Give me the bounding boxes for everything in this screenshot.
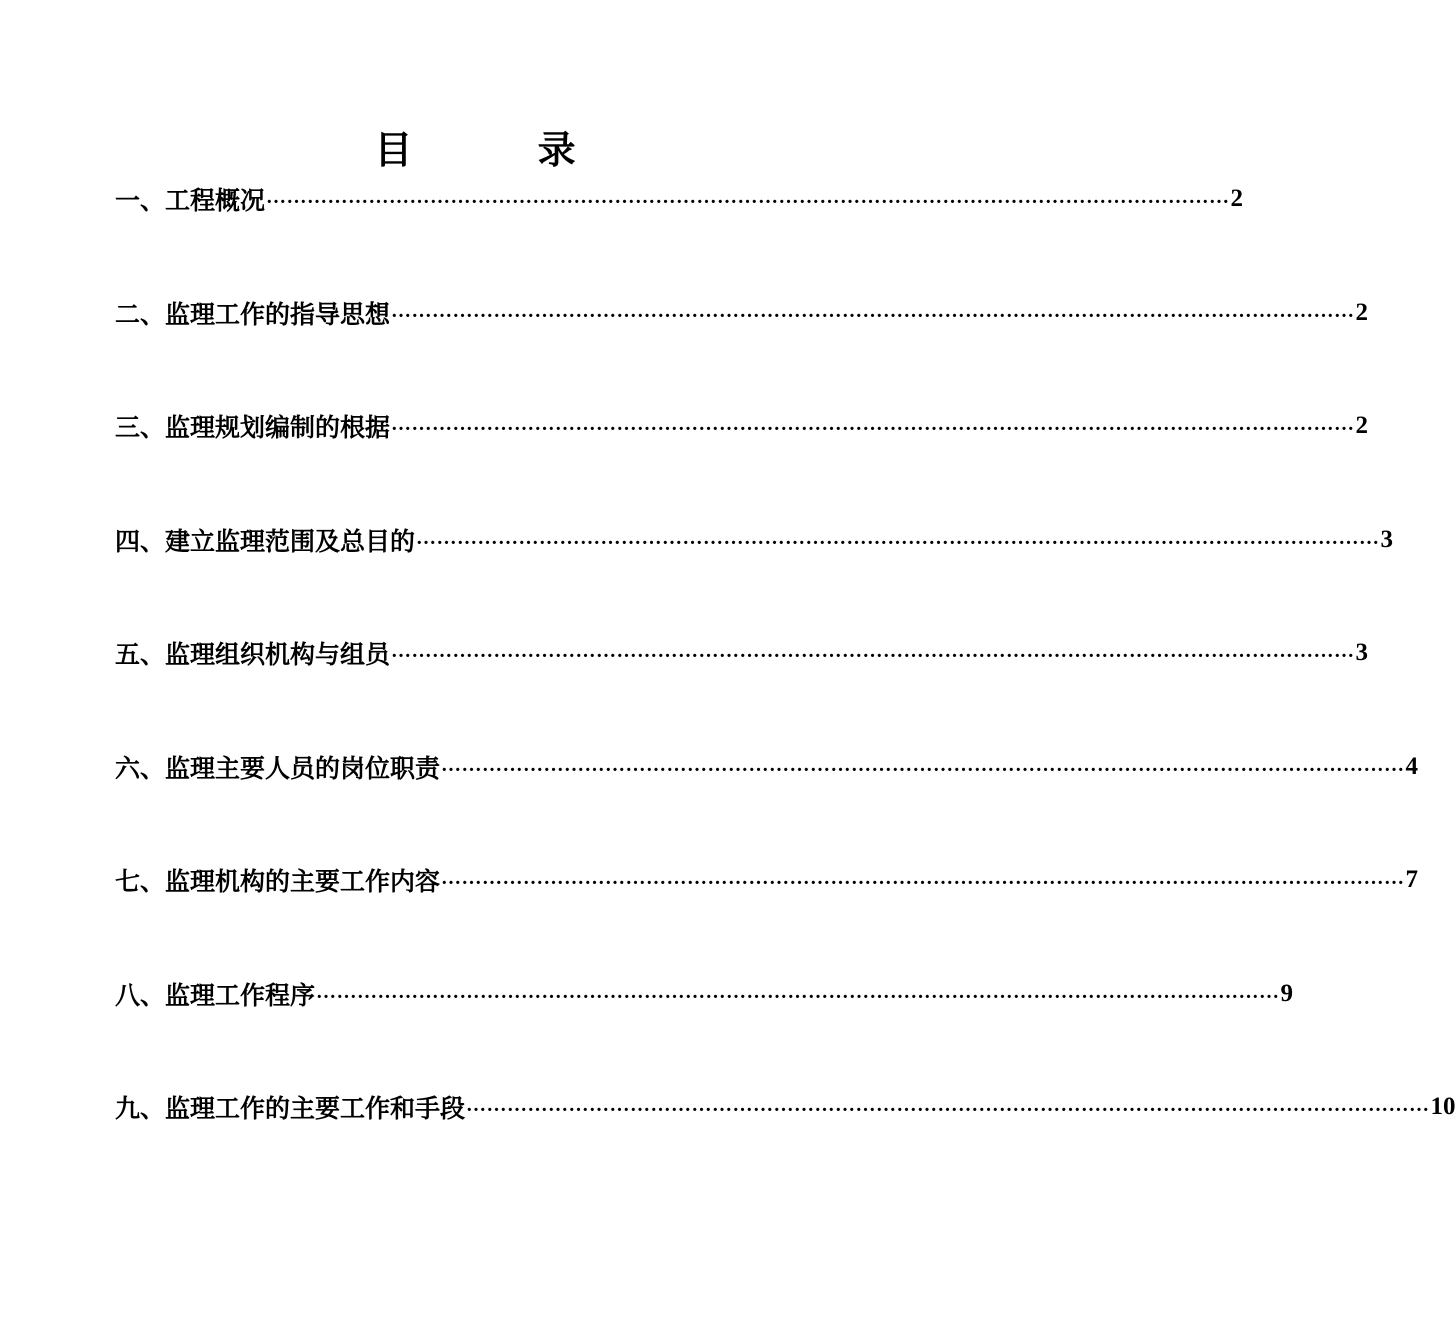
toc-leader-dots: …………………………………………………………………………………………………………………………… <box>441 866 1405 889</box>
toc-entry-6[interactable] <box>115 750 1419 784</box>
toc-entry-label: 九、监理工作的主要工作和手段 <box>115 1094 466 1123</box>
toc-entry-1[interactable] <box>115 182 1244 216</box>
toc-page-number: 4 <box>1405 753 1419 780</box>
toc-entry-4[interactable] <box>115 523 1394 557</box>
toc-entry-3[interactable] <box>115 409 1369 443</box>
toc-entry-5[interactable] <box>115 636 1369 670</box>
toc-page-number: 2 <box>1355 412 1369 439</box>
toc-page-number: 3 <box>1380 526 1394 553</box>
toc-entry-2[interactable] <box>115 296 1369 330</box>
toc-leader-dots: …………………………………………………………………………………………………………………………… <box>466 1093 1430 1116</box>
toc-title: 目 录 <box>374 128 632 172</box>
toc-leader-dots: …………………………………………………………………………………………………………………………… <box>391 299 1355 322</box>
toc-entry-label: 一、工程概况 <box>115 186 266 215</box>
toc-page-number: 2 <box>1355 299 1369 326</box>
toc-page-number: 2 <box>1230 185 1244 212</box>
toc-entry-8[interactable] <box>115 977 1294 1011</box>
toc-entry-9[interactable] <box>115 1090 1456 1124</box>
toc-entry-label: 三、监理规划编制的根据 <box>115 413 391 442</box>
toc-page-number: 3 <box>1355 639 1369 666</box>
toc-page-number: 10 <box>1430 1093 1456 1120</box>
toc-entry-label: 七、监理机构的主要工作内容 <box>115 867 441 896</box>
toc-leader-dots: …………………………………………………………………………………………………………………………… <box>391 639 1355 662</box>
toc-entry-label: 五、监理组织机构与组员 <box>115 640 391 669</box>
toc-entry-label: 二、监理工作的指导思想 <box>115 300 391 329</box>
toc-entry-label: 四、建立监理范围及总目的 <box>115 527 416 556</box>
toc-leader-dots: …………………………………………………………………………………………………………………………… <box>391 412 1355 435</box>
toc-entry-label: 八、监理工作程序 <box>115 981 316 1010</box>
toc-leader-dots: …………………………………………………………………………………………………………………………… <box>416 526 1380 549</box>
toc-entry-7[interactable] <box>115 863 1419 897</box>
toc-entry-label: 六、监理主要人员的岗位职责 <box>115 754 441 783</box>
toc-leader-dots: …………………………………………………………………………………………………………………………… <box>266 185 1230 208</box>
toc-page-number: 7 <box>1405 866 1419 893</box>
toc-page-number: 9 <box>1280 980 1294 1007</box>
toc-leader-dots: …………………………………………………………………………………………………………………………… <box>441 753 1405 776</box>
toc-leader-dots: …………………………………………………………………………………………………………………………… <box>316 980 1280 1003</box>
